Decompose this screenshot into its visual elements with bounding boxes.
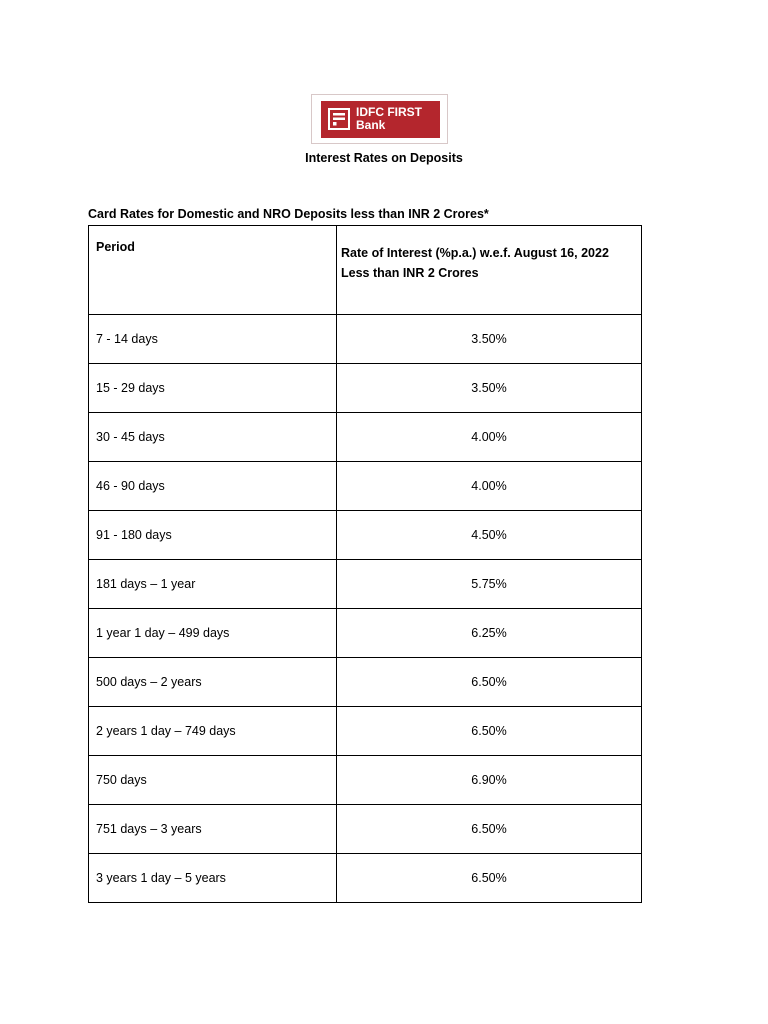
table-row	[89, 364, 642, 413]
period-cell: 15 - 29 days	[89, 364, 337, 413]
rate-cell: 6.25%	[337, 609, 642, 658]
rate-cell: 4.00%	[337, 462, 642, 511]
table-caption: Card Rates for Domestic and NRO Deposits less than INR 2 Crores*	[88, 207, 489, 221]
period-cell: 1 year 1 day – 499 days	[89, 609, 337, 658]
bank-logo-text	[356, 106, 422, 132]
rate-cell: 6.50%	[337, 805, 642, 854]
table-row	[89, 413, 642, 462]
interest-rate-table	[88, 225, 642, 903]
bank-logo-icon	[328, 108, 350, 130]
period-cell: 750 days	[89, 756, 337, 805]
period-cell: 751 days – 3 years	[89, 805, 337, 854]
header-rate-subtitle: Less than INR 2 Crores	[341, 266, 479, 280]
bank-logo-frame	[311, 94, 448, 144]
table-row	[89, 854, 642, 903]
period-cell: 30 - 45 days	[89, 413, 337, 462]
rate-cell: 3.50%	[337, 315, 642, 364]
rate-cell: 5.75%	[337, 560, 642, 609]
bank-name: IDFC FIRST	[356, 105, 422, 119]
bank-logo	[321, 101, 440, 138]
table-row	[89, 756, 642, 805]
page-title: Interest Rates on Deposits	[305, 151, 463, 165]
rate-cell: 6.50%	[337, 707, 642, 756]
period-cell: 181 days – 1 year	[89, 560, 337, 609]
rate-cell: 6.90%	[337, 756, 642, 805]
table-row	[89, 511, 642, 560]
period-cell: 500 days – 2 years	[89, 658, 337, 707]
table-row	[89, 805, 642, 854]
period-cell: 2 years 1 day – 749 days	[89, 707, 337, 756]
table-header-row	[89, 226, 642, 315]
period-cell: 3 years 1 day – 5 years	[89, 854, 337, 903]
rate-cell: 6.50%	[337, 658, 642, 707]
rate-cell: 3.50%	[337, 364, 642, 413]
bank-name-suffix: Bank	[356, 118, 386, 132]
period-cell: 91 - 180 days	[89, 511, 337, 560]
header-rate	[337, 226, 642, 315]
table-row	[89, 315, 642, 364]
table-row	[89, 658, 642, 707]
period-cell: 46 - 90 days	[89, 462, 337, 511]
table-row	[89, 707, 642, 756]
period-cell: 7 - 14 days	[89, 315, 337, 364]
rate-cell: 4.00%	[337, 413, 642, 462]
rate-cell: 4.50%	[337, 511, 642, 560]
header-period: Period	[89, 226, 337, 315]
header-rate-title: Rate of Interest (%p.a.) w.e.f. August 16, 2022	[341, 246, 609, 260]
table-row	[89, 462, 642, 511]
table-row	[89, 609, 642, 658]
rate-cell: 6.50%	[337, 854, 642, 903]
table-row	[89, 560, 642, 609]
